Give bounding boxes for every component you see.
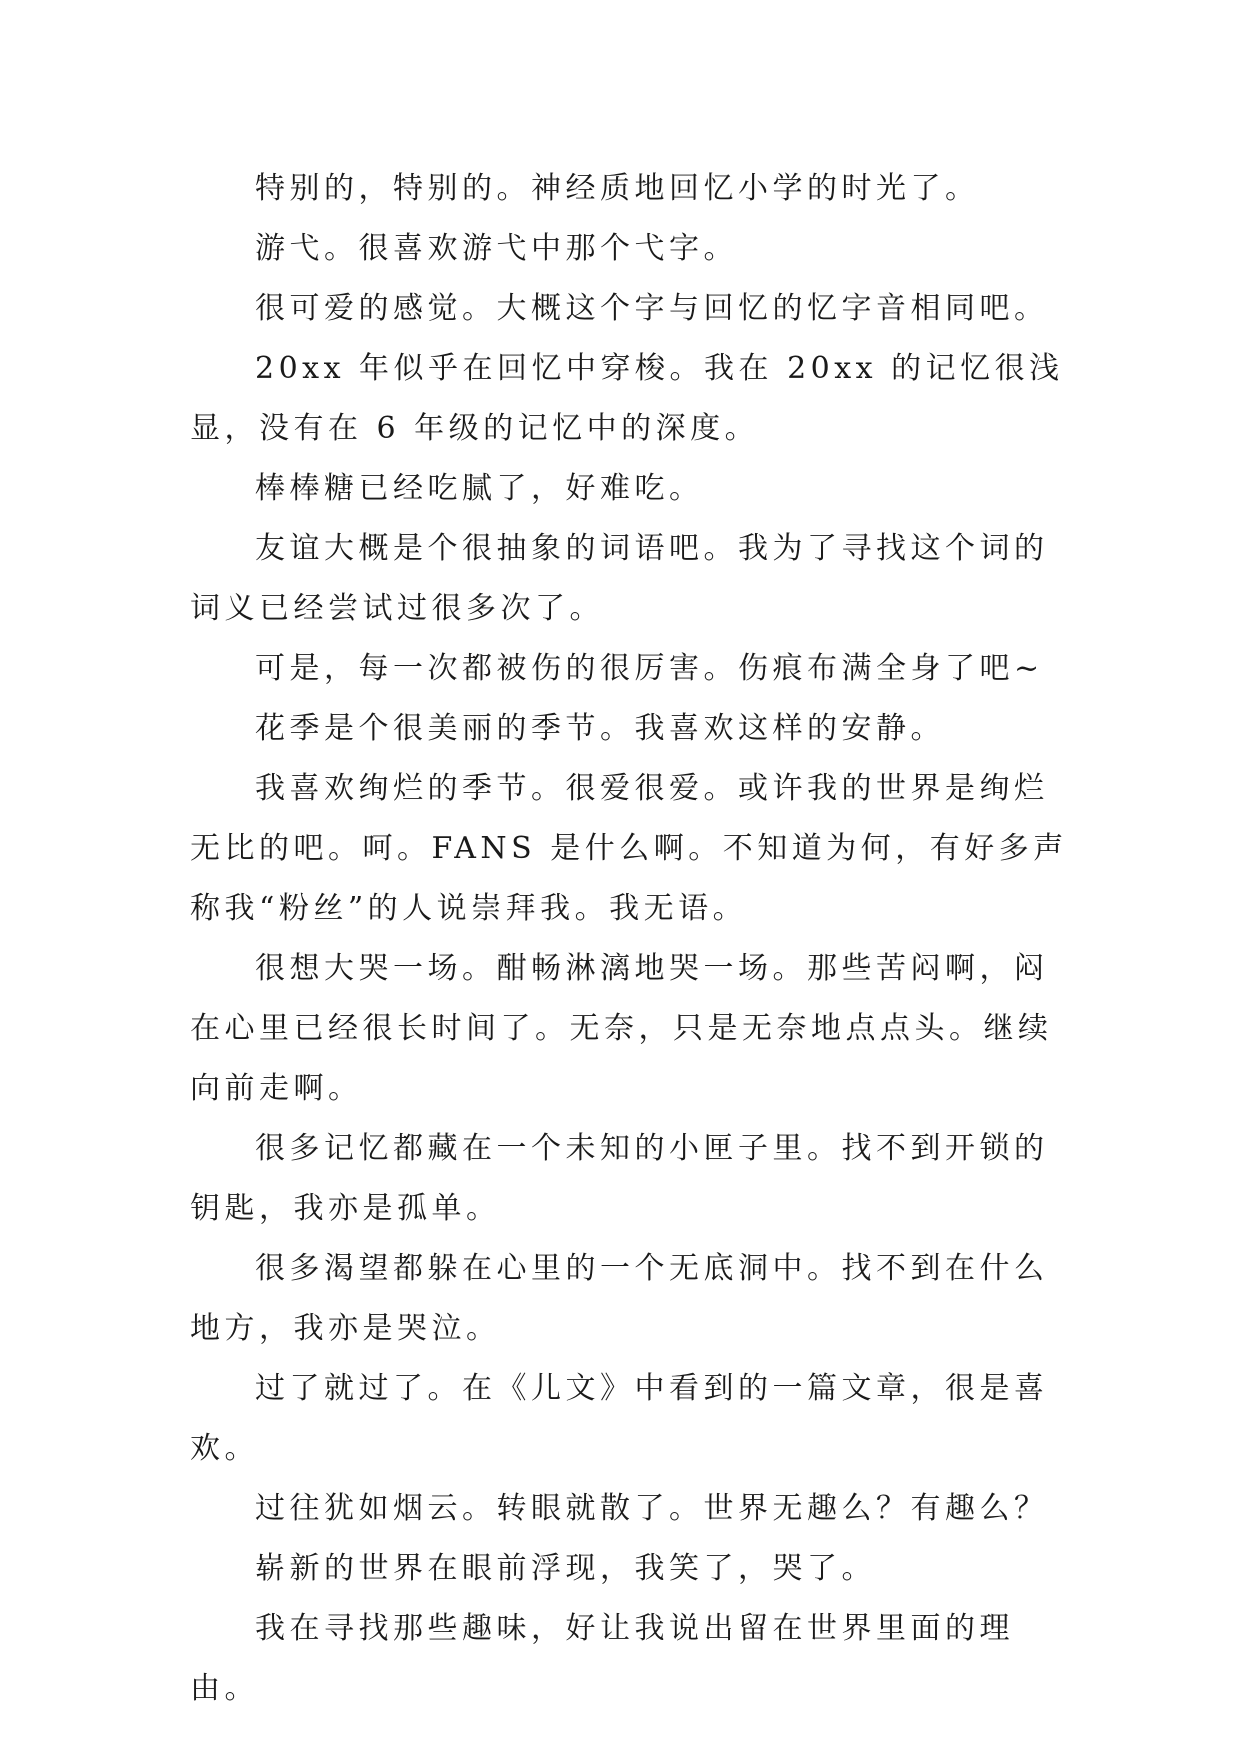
- paragraph: 花季是个很美丽的季节。我喜欢这样的安静。: [255, 711, 945, 746]
- document-body: [190, 159, 1070, 1719]
- paragraph: 特别的，特别的。神经质地回忆小学的时光了。: [255, 171, 980, 206]
- paragraph: 20xx 年似乎在回忆中穿梭。我在 20xx 的记忆很浅显，没有在 6 年级的记忆中的深度。: [190, 351, 1064, 446]
- paragraph: 过了就过了。在《儿文》中看到的一篇文章，很是喜欢。: [190, 1371, 1049, 1466]
- paragraph: 很多记忆都藏在一个未知的小匣子里。找不到开锁的钥匙，我亦是孤单。: [190, 1131, 1049, 1226]
- paragraph: 很多渴望都躲在心里的一个无底洞中。找不到在什么地方，我亦是哭泣。: [190, 1251, 1049, 1346]
- paragraph: 很想大哭一场。酣畅淋漓地哭一场。那些苦闷啊，闷在心里已经很长时间了。无奈，只是无奈地点点头。继续向前走啊。: [190, 951, 1053, 1106]
- paragraph: 崭新的世界在眼前浮现，我笑了，哭了。: [255, 1551, 876, 1586]
- paragraph: 我喜欢绚烂的季节。很爱很爱。或许我的世界是绚烂无比的吧。呵。FANS 是什么啊。不知道为何，有好多声称我“粉丝”的人说崇拜我。我无语。: [190, 771, 1068, 926]
- paragraph: 我在寻找那些趣味，好让我说出留在世界里面的理由。: [190, 1611, 1014, 1706]
- paragraph: 很可爱的感觉。大概这个字与回忆的忆字音相同吧。: [255, 291, 1049, 326]
- paragraph: 过往犹如烟云。转眼就散了。世界无趣么？有趣么？: [255, 1491, 1049, 1526]
- paragraph: 可是，每一次都被伤的很厉害。伤痕布满全身了吧~: [255, 651, 1044, 686]
- paragraph: 友谊大概是个很抽象的词语吧。我为了寻找这个词的词义已经尝试过很多次了。: [190, 531, 1049, 626]
- paragraph: 游弋。很喜欢游弋中那个弋字。: [255, 231, 738, 266]
- paragraph: 棒棒糖已经吃腻了，好难吃。: [255, 471, 704, 506]
